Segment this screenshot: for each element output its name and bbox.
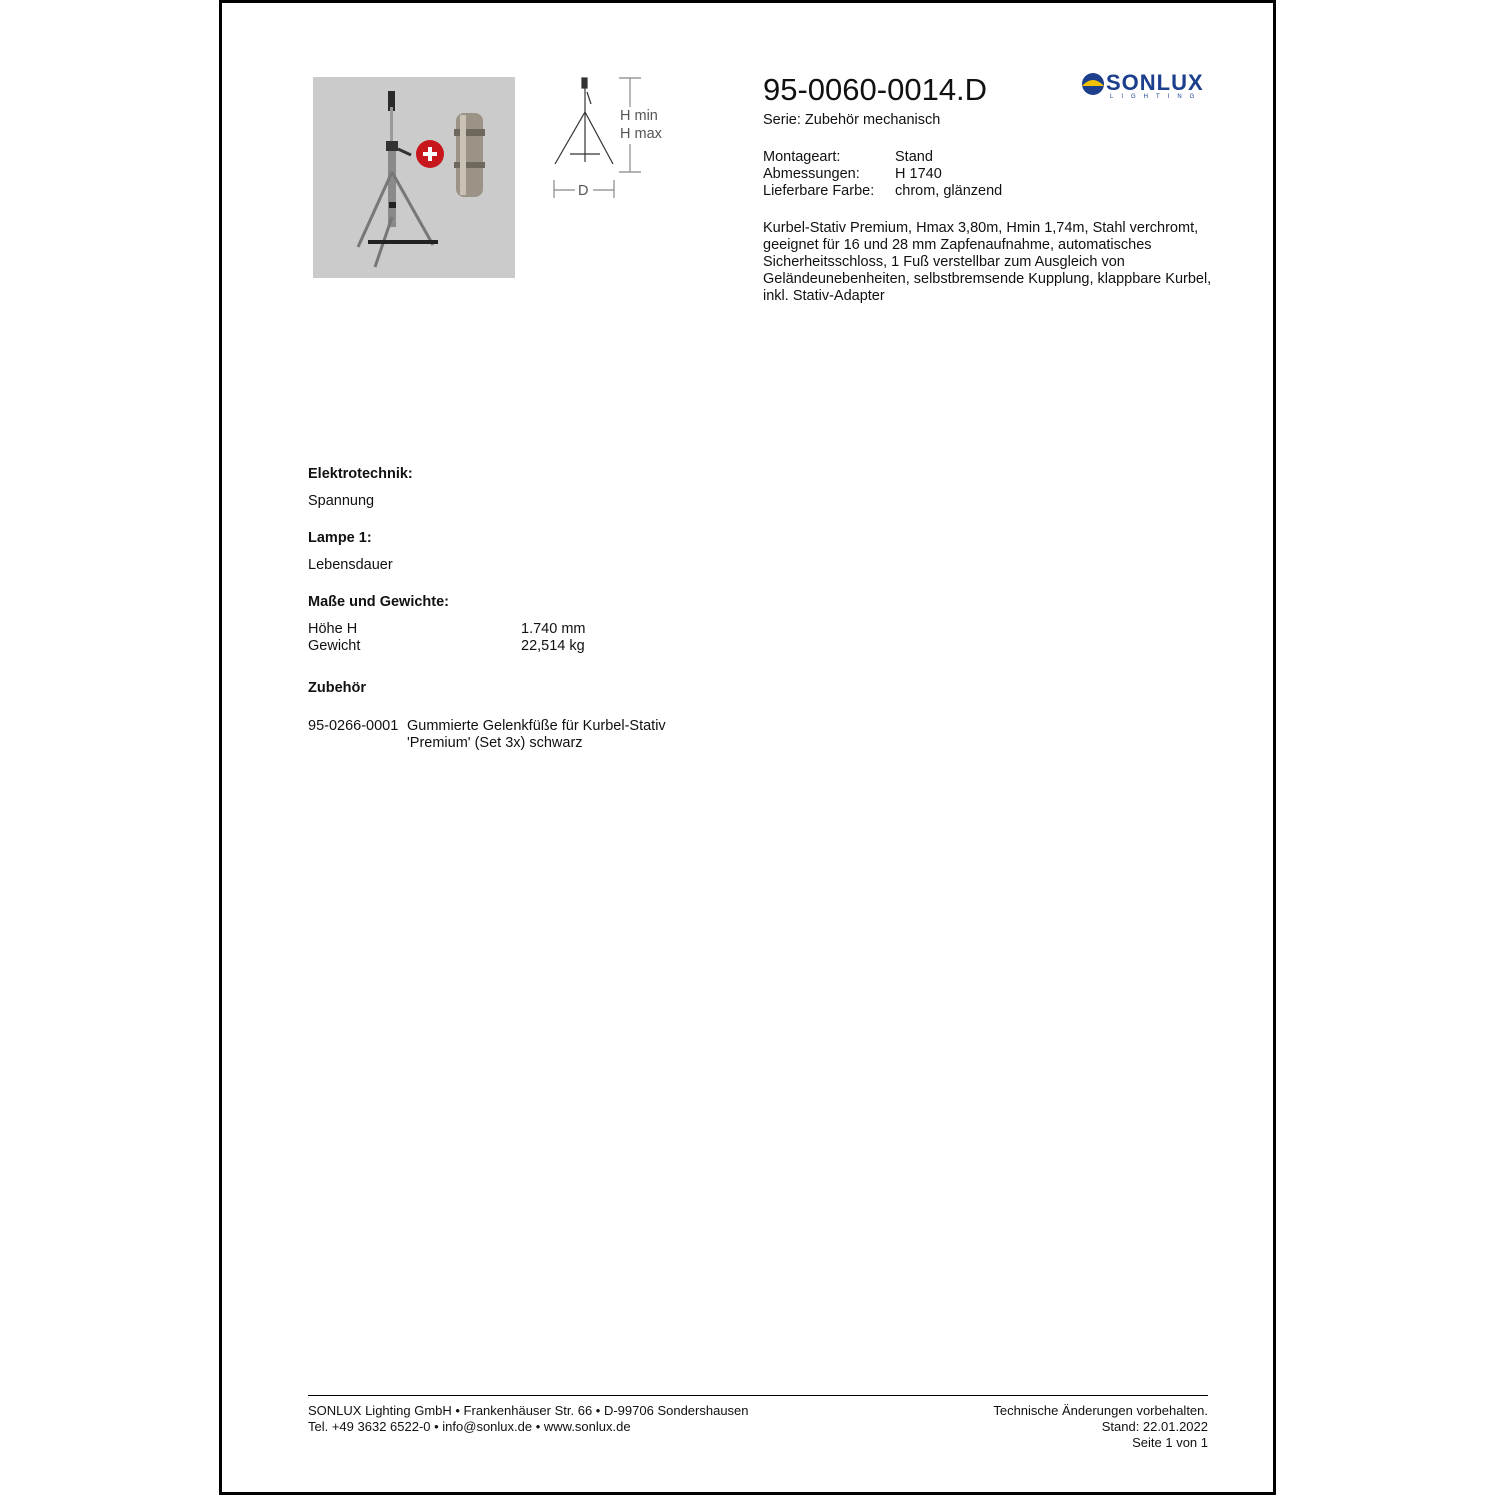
lamp-heading: Lampe 1: xyxy=(308,530,372,546)
footer-date: Stand: 22.01.2022 xyxy=(1101,1419,1208,1434)
spec-label-color: Lieferbare Farbe: xyxy=(763,183,875,199)
spec-value-mount: Stand xyxy=(895,149,933,165)
series-line: Serie: Zubehör mechanisch xyxy=(763,112,941,128)
footer-disclaimer: Technische Änderungen vorbehalten. xyxy=(993,1403,1208,1418)
dimension-value-weight: 22,514 kg xyxy=(521,638,585,654)
tripod-photo-graphic xyxy=(313,77,515,278)
sonlux-logo xyxy=(1080,70,1210,109)
product-description xyxy=(763,220,1213,305)
dimensions-heading: Maße und Gewichte: xyxy=(308,594,449,610)
dimension-value-height: 1.740 mm xyxy=(521,621,586,637)
logo-subtext: LIGHTING xyxy=(1110,94,1203,100)
footer-contact: Tel. +49 3632 6522-0 • info@sonlux.de • www.sonlux.de xyxy=(308,1419,631,1434)
description-line: Geländeunebenheiten, selbstbremsende Kupplung, klappbare Kurbel, xyxy=(763,271,1212,287)
accessory-number: 95-0266-0001 xyxy=(308,718,399,734)
article-number: 95-0060-0014.D xyxy=(763,72,988,107)
spec-label-mount: Montageart: xyxy=(763,149,841,165)
description-line: Kurbel-Stativ Premium, Hmax 3,80m, Hmin 1,74m, Stahl verchromt, xyxy=(763,220,1199,236)
description-line: inkl. Stativ-Adapter xyxy=(763,288,885,304)
electro-heading: Elektrotechnik: xyxy=(308,466,413,482)
accessory-description-line1: Gummierte Gelenkfüße für Kurbel-Stativ xyxy=(407,718,666,734)
h-max-label: H max xyxy=(620,126,662,142)
lamp-item: Lebensdauer xyxy=(308,557,393,573)
electro-item: Spannung xyxy=(308,493,375,509)
spec-value-dimensions: H 1740 xyxy=(895,166,942,182)
spec-value-color: chrom, glänzend xyxy=(895,183,1003,199)
spec-label-dimensions: Abmessungen: xyxy=(763,166,860,182)
footer-divider xyxy=(308,1395,1208,1396)
dimension-label-height: Höhe H xyxy=(308,621,358,637)
logo-text: SONLUX xyxy=(1106,70,1204,95)
description-line: Sicherheitsschloss, 1 Fuß verstellbar zum Ausgleich von xyxy=(763,254,1125,270)
product-photo xyxy=(313,77,515,278)
accessory-description-line2: 'Premium' (Set 3x) schwarz xyxy=(407,735,583,751)
dimension-label-weight: Gewicht xyxy=(308,638,361,654)
h-min-label: H min xyxy=(620,108,658,124)
footer-company: SONLUX Lighting GmbH • Frankenhäuser Str. 66 • D-99706 Sondershausen xyxy=(308,1403,749,1418)
footer-page: Seite 1 von 1 xyxy=(1132,1435,1208,1450)
description-line: geeignet für 16 und 28 mm Zapfenaufnahme, automatisches xyxy=(763,237,1152,253)
d-label: D xyxy=(578,183,589,199)
accessories-heading: Zubehör xyxy=(308,680,366,696)
